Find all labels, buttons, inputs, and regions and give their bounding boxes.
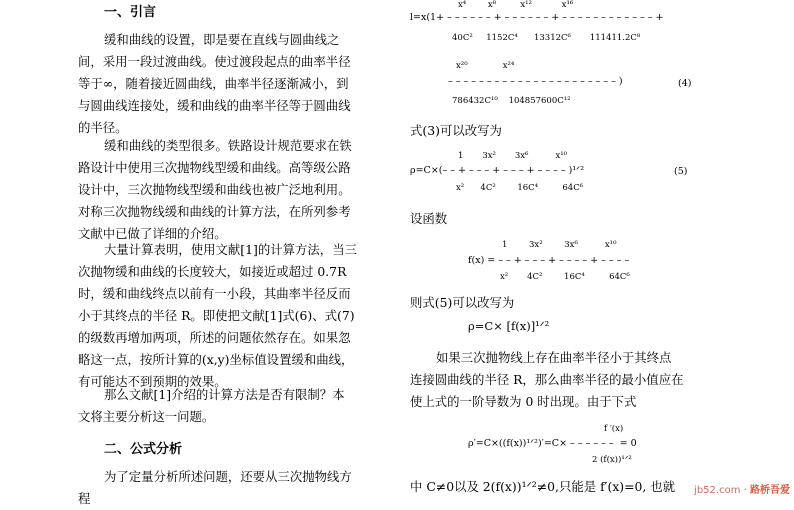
text-line: 使上式的一阶导数为 0 时出现。由于下式 (410, 394, 637, 409)
eq4-denominators-2: 786432C¹⁰ 104857600C¹² (452, 96, 571, 106)
eq5-numerators: 1 3x² 3x⁶ x¹⁰ (458, 151, 568, 161)
paragraph-6 (410, 347, 710, 413)
eq5-number: (5) (674, 166, 688, 177)
eq5-main-line: ρ=C×(– – + – – – + – – – + – – – – )¹ᐟ² (410, 165, 585, 176)
fx-denominators: x² 4C² 16C⁴ 64C⁶ (500, 272, 630, 282)
paragraph-5 (78, 466, 384, 510)
text-rewrite-5: 则式(5)可以改写为 (410, 295, 515, 310)
eq5-denominators: x² 4C² 16C⁴ 64C⁶ (456, 183, 584, 193)
text-line: 为了定量分析所述问题，还要从三次抛物线方 (104, 469, 352, 484)
rho-equation: ρ=C× [f(x)]¹ᐟ² (468, 319, 550, 333)
text-line: 的半径。 (78, 120, 128, 135)
text-line: 间，采用一段过渡曲线。使过渡段起点的曲率半径 (78, 54, 351, 69)
text-line: 设计中，三次抛物线型缓和曲线也被广泛地利用。 (78, 182, 351, 197)
text-line: 与圆曲线连接处，缓和曲线的曲率半径等于圆曲线 (78, 98, 351, 113)
text-line: 等于∞，随着接近圆曲线，曲率半径逐渐减小，到 (78, 76, 349, 91)
text-rewrite-3: 式(3)可以改写为 (410, 123, 502, 138)
eq4-denominators: 40C² 1152C⁴ 13312C⁶ 111411.2C⁸ (452, 33, 641, 43)
text-line: 时，缓和曲线终点以前有一小段，其曲率半径反而 (78, 286, 351, 301)
text-line: 文献中已做了详细的介绍。 (78, 226, 227, 241)
text-line: 有可能达不到预期的效果。 (78, 374, 227, 389)
text-line: 对称三次抛物线缓和曲线的计算方法，在所列参考 (78, 204, 351, 219)
text-line: 那么文献[1]介绍的计算方法是否有限制？本 (104, 387, 345, 402)
deriv-main-line: ρ′=C×((f(x))¹ᐟ²)′=C× – – – – – – = 0 (468, 438, 637, 449)
watermark-site: jb52.com (694, 485, 741, 496)
watermark-name: 路桥吾爱 (750, 485, 790, 496)
text-line: 次抛物缓和曲线的长度较大，如接近或超过 0.7R (78, 264, 347, 279)
section-heading-2: 二、公式分析 (104, 442, 183, 457)
text-define-function: 设函数 (410, 211, 448, 226)
deriv-denominator: 2 (f(x))¹ᐟ² (592, 455, 632, 465)
eq4-number: (4) (678, 78, 692, 89)
eq4-line-2: – – – – – – – – – – – – – – – – – – – – – – ) (448, 76, 623, 87)
watermark-separator: · (743, 485, 747, 496)
text-line: 缓和曲线的设置，即是要在直线与圆曲线之 (104, 32, 340, 47)
text-line: 文将主要分析这一问题。 (78, 409, 215, 424)
text-line: 的级数再增加两项，所述的问题依然存在。如果忽 (78, 330, 351, 345)
deriv-numerator: f ′(x) (604, 424, 624, 434)
text-line: 大量计算表明，使用文献[1]的计算方法，当三 (104, 242, 357, 257)
fx-main-line: f(x) = – – + – – – + – – – – + – – – – (468, 255, 630, 266)
eq4-numerators: x⁴ x⁸ x¹² x¹⁶ (458, 0, 574, 10)
fx-numerators: 1 3x² 3x⁶ x¹⁰ (502, 240, 617, 250)
paragraph-3 (78, 239, 384, 393)
watermark (694, 481, 790, 496)
text-last-line: 中 C≠0以及 2(f(x))¹ᐟ²≠0,只能是 f′(x)=0, 也就 (410, 479, 676, 494)
paragraph-4 (78, 384, 384, 428)
paragraph-2 (78, 135, 384, 245)
text-line: 小于其终点的半径 R。即使把文献[1]式(6)、式(7) (78, 308, 355, 323)
text-line: 如果三次抛物线上存在曲率半径小于其终点 (436, 350, 672, 365)
text-line: 连接圆曲线的半径 R，那么曲率半径的最小值应在 (410, 372, 684, 387)
paragraph-1 (78, 29, 384, 139)
eq4-numerators-2: x²⁰ x²⁴ (456, 61, 515, 71)
text-line: 缓和曲线的类型很多。铁路设计规范要求在铁 (104, 138, 352, 153)
text-line: 程 (78, 491, 91, 506)
text-line: 路设计中使用三次抛物线型缓和曲线。高等级公路 (78, 160, 351, 175)
text-line: 略这一点，按所计算的(x,y)坐标值设置缓和曲线， (78, 352, 354, 367)
eq4-main-line: l=x(1+ – – – – – – + – – – – – – + – – – – – – – – – – – – + (410, 12, 664, 23)
section-heading-1: 一、引言 (104, 5, 157, 20)
